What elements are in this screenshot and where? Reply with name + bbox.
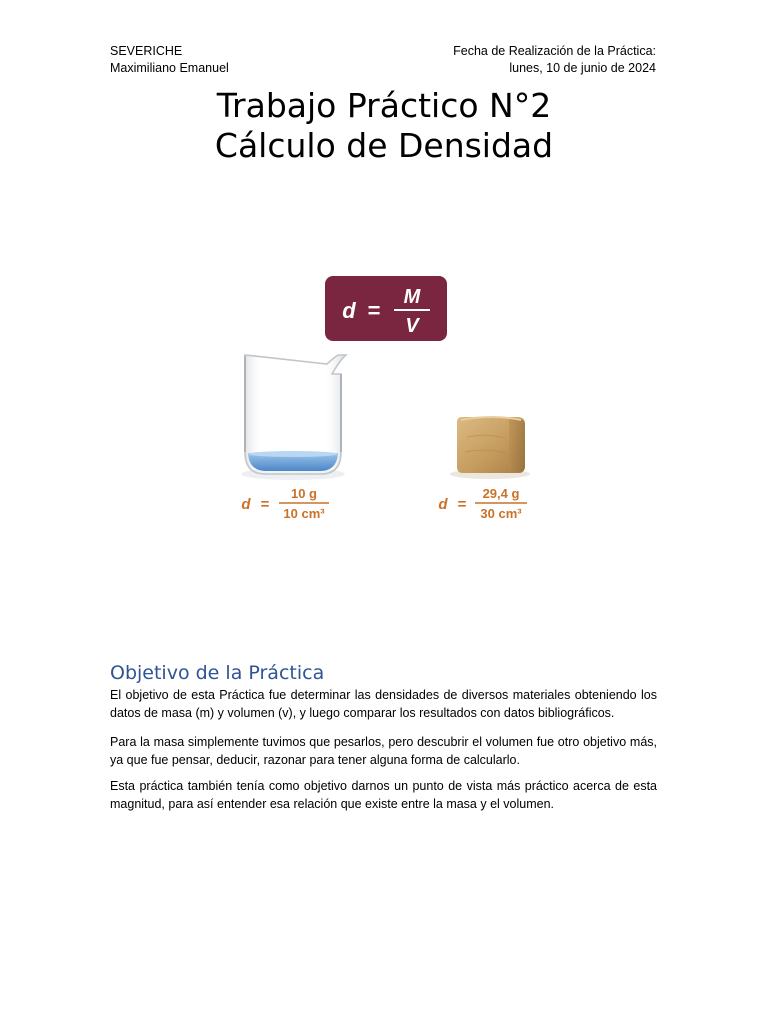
formula-denominator: V (405, 315, 419, 337)
objective-heading: Objetivo de la Práctica (110, 662, 325, 684)
wood-density-d: d (438, 496, 448, 513)
water-density-d: d (241, 496, 251, 513)
objective-paragraph-1: El objetivo de esta Práctica fue determinar las densidades de diversos materiales obteniendo los datos de masa (m) y volumen (v), y luego comparar los resultados con datos bibliográficos. (110, 688, 657, 720)
wood-volume: 30 cm³ (480, 506, 522, 521)
title-line-1: Trabajo Práctico N°2 (216, 86, 552, 125)
date-label: Fecha de Realización de la Práctica: (453, 44, 656, 58)
water-surface (248, 451, 338, 457)
date-value: lunes, 10 de junio de 2024 (509, 61, 656, 75)
density-formula-box (325, 276, 447, 341)
author-name: Maximiliano Emanuel (110, 61, 229, 75)
wood-density-equals: = (457, 496, 467, 513)
water-mass: 10 g (290, 486, 318, 501)
formula-numerator: M (403, 286, 421, 308)
water-volume: 10 cm³ (283, 506, 325, 521)
cube-side (509, 418, 525, 473)
formula-equals: = (367, 298, 381, 323)
density-illustration (209, 252, 557, 536)
density-illustration-svg (209, 252, 557, 536)
objective-paragraph-3: Esta práctica también tenía como objetivo darnos un punto de vista más práctico acerca de esta magnitud, para así entender esa relación que existe entre la masa y el volumen. (110, 779, 657, 811)
author-block (110, 43, 229, 77)
formula-d: d (342, 298, 356, 323)
title-line-2: Cálculo de Densidad (214, 126, 554, 165)
water-density-equals: = (260, 496, 270, 513)
author-surname: SEVERICHE (110, 44, 183, 58)
page-title (0, 86, 768, 166)
objective-paragraph-2: Para la masa simplemente tuvimos que pesarlos, pero descubrir el volumen fue otro objetivo más, ya que fue pensar, deducir, razonar para tener alguna forma de calcularlo. (110, 735, 657, 767)
wood-cube-icon (450, 417, 530, 479)
date-block (453, 43, 656, 77)
beaker-icon (241, 355, 346, 480)
wood-mass: 29,4 g (482, 486, 520, 501)
